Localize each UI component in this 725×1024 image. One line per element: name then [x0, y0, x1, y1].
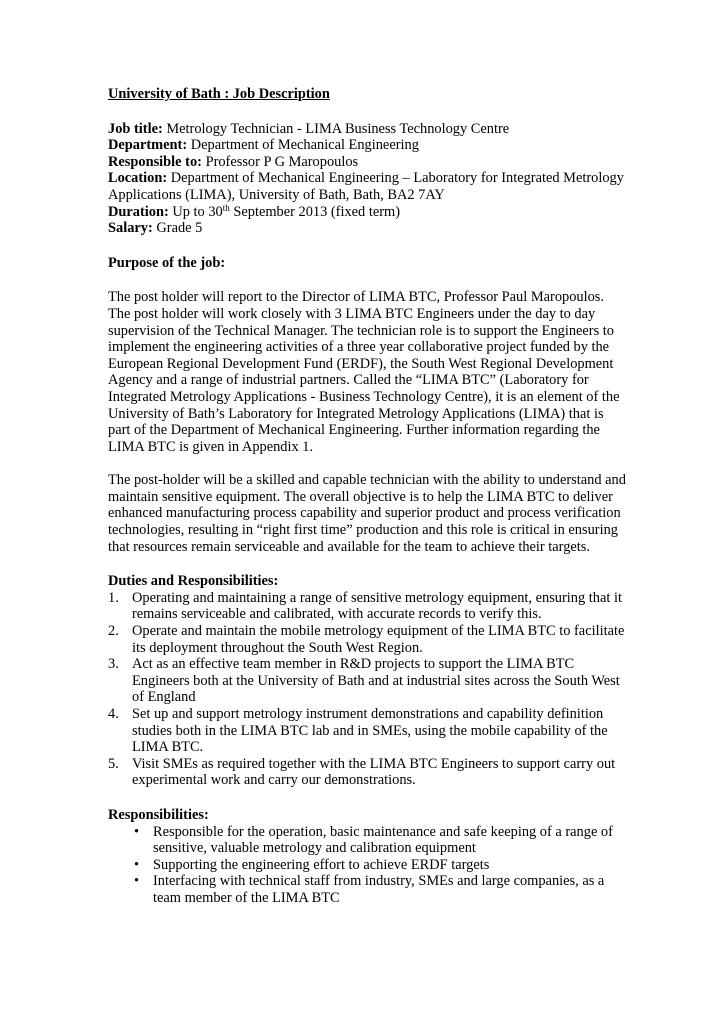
bullet-icon: •	[134, 856, 140, 873]
list-item	[108, 590, 629, 623]
bullet-icon: •	[134, 873, 140, 890]
item-number: 5.	[108, 755, 119, 772]
purpose-title: Purpose of the job:	[108, 254, 226, 271]
item-text: Visit SMEs as required together with the LIMA BTC Engineers to support carry out experimental work and carry our demonstrations.	[132, 755, 616, 789]
duties-list	[108, 590, 629, 789]
item-text: Act as an effective team member in R&D projects to support the LIMA BTC Engineers both at the University of Bath and at industrial sites across the South West of England	[132, 656, 620, 706]
job-details	[108, 121, 629, 237]
item-text: Operate and maintain the mobile metrology equipment of the LIMA BTC to facilitate its deployment throughout the South West Region.	[132, 623, 625, 656]
field-job-title	[108, 121, 629, 138]
list-item	[108, 706, 629, 756]
responsibilities-title: Responsibilities:	[108, 806, 209, 823]
duration-post: September 2013 (fixed term)	[233, 203, 401, 220]
list-item	[108, 756, 629, 789]
item-text: Operating and maintaining a range of sensitive metrology equipment, ensuring that it remains serviceable and calibrated, with accurate records to verify this.	[132, 589, 622, 623]
field-duration	[108, 204, 629, 221]
document-heading: University of Bath : Job Description	[108, 86, 330, 102]
purpose-paragraph: The post-holder will be a skilled and capable technician with the ability to understand and maintain sensitive equipment. The overall objective is to help the LIMA BTC to deliver enhanced manufacturing process capability and superior product and process verification technologies, resulting in “right first time” production and this role is critical in ensuring that resources remain serviceable and available for the team to achieve their targets.	[108, 472, 626, 555]
item-text: Responsible for the operation, basic maintenance and safe keeping of a range of sensitive, valuable metrology and calibration equipment	[153, 823, 613, 857]
field-label: Duration:	[108, 203, 169, 220]
field-value: Metrology Technician - LIMA Business Technology Centre	[166, 120, 510, 137]
duration-pre: Up to 30	[172, 203, 223, 220]
field-salary	[108, 220, 629, 237]
field-department	[108, 137, 629, 154]
field-responsible-to	[108, 154, 629, 171]
item-text: Supporting the engineering effort to achieve ERDF targets	[153, 856, 490, 873]
list-item	[108, 873, 629, 906]
duration-sup: th	[222, 202, 230, 213]
field-value: Department of Mechanical Engineering	[190, 137, 419, 154]
duties-title: Duties and Responsibilities:	[108, 573, 279, 590]
item-text: Set up and support metrology instrument demonstrations and capability definition studies both in the LIMA BTC lab and in SMEs, using the mobile capability of the LIMA BTC.	[132, 706, 608, 756]
item-number: 2.	[108, 623, 119, 640]
list-item	[108, 623, 629, 656]
purpose-paragraph: The post holder will report to the Director of LIMA BTC, Professor Paul Maropoulos. The post holder will work closely with 3 LIMA BTC Engineers under the day to day supervision of the Technical Manager. The technician role is to support the Engineers to implement the engineering activities of a three year collaborative project funded by the European Regional Development Fund (ERDF), the South West Regional Development Agency and a range of industrial partners. Called the “LIMA BTC” (Laboratory for Integrated Metrology Applications - Business Technology Centre), it is an element of the University of Bath’s Laboratory for Integrated Metrology Applications (LIMA) that is part of the Department of Mechanical Engineering. Further information regarding the LIMA BTC is given in Appendix 1.	[108, 289, 620, 455]
responsibilities-list	[108, 824, 629, 907]
field-label: Job title:	[108, 120, 163, 137]
field-location	[108, 170, 629, 203]
bullet-icon: •	[134, 823, 140, 840]
item-text: Interfacing with technical staff from industry, SMEs and large companies, as a team member of the LIMA BTC	[153, 873, 605, 906]
list-item	[108, 656, 629, 706]
field-value: Department of Mechanical Engineering – Laboratory for Integrated Metrology Applications (LIMA), University of Bath, Bath, BA2 7AY	[108, 170, 624, 203]
field-value: Grade 5	[156, 220, 203, 237]
item-number: 1.	[108, 589, 119, 606]
field-value: Professor P G Maropoulos	[205, 153, 359, 170]
field-label: Salary:	[108, 220, 153, 237]
item-number: 4.	[108, 706, 119, 722]
list-item	[108, 824, 629, 857]
field-label: Department:	[108, 137, 188, 154]
item-number: 3.	[108, 656, 119, 673]
field-label: Responsible to:	[108, 153, 202, 170]
field-label: Location:	[108, 170, 168, 187]
list-item	[108, 857, 629, 874]
